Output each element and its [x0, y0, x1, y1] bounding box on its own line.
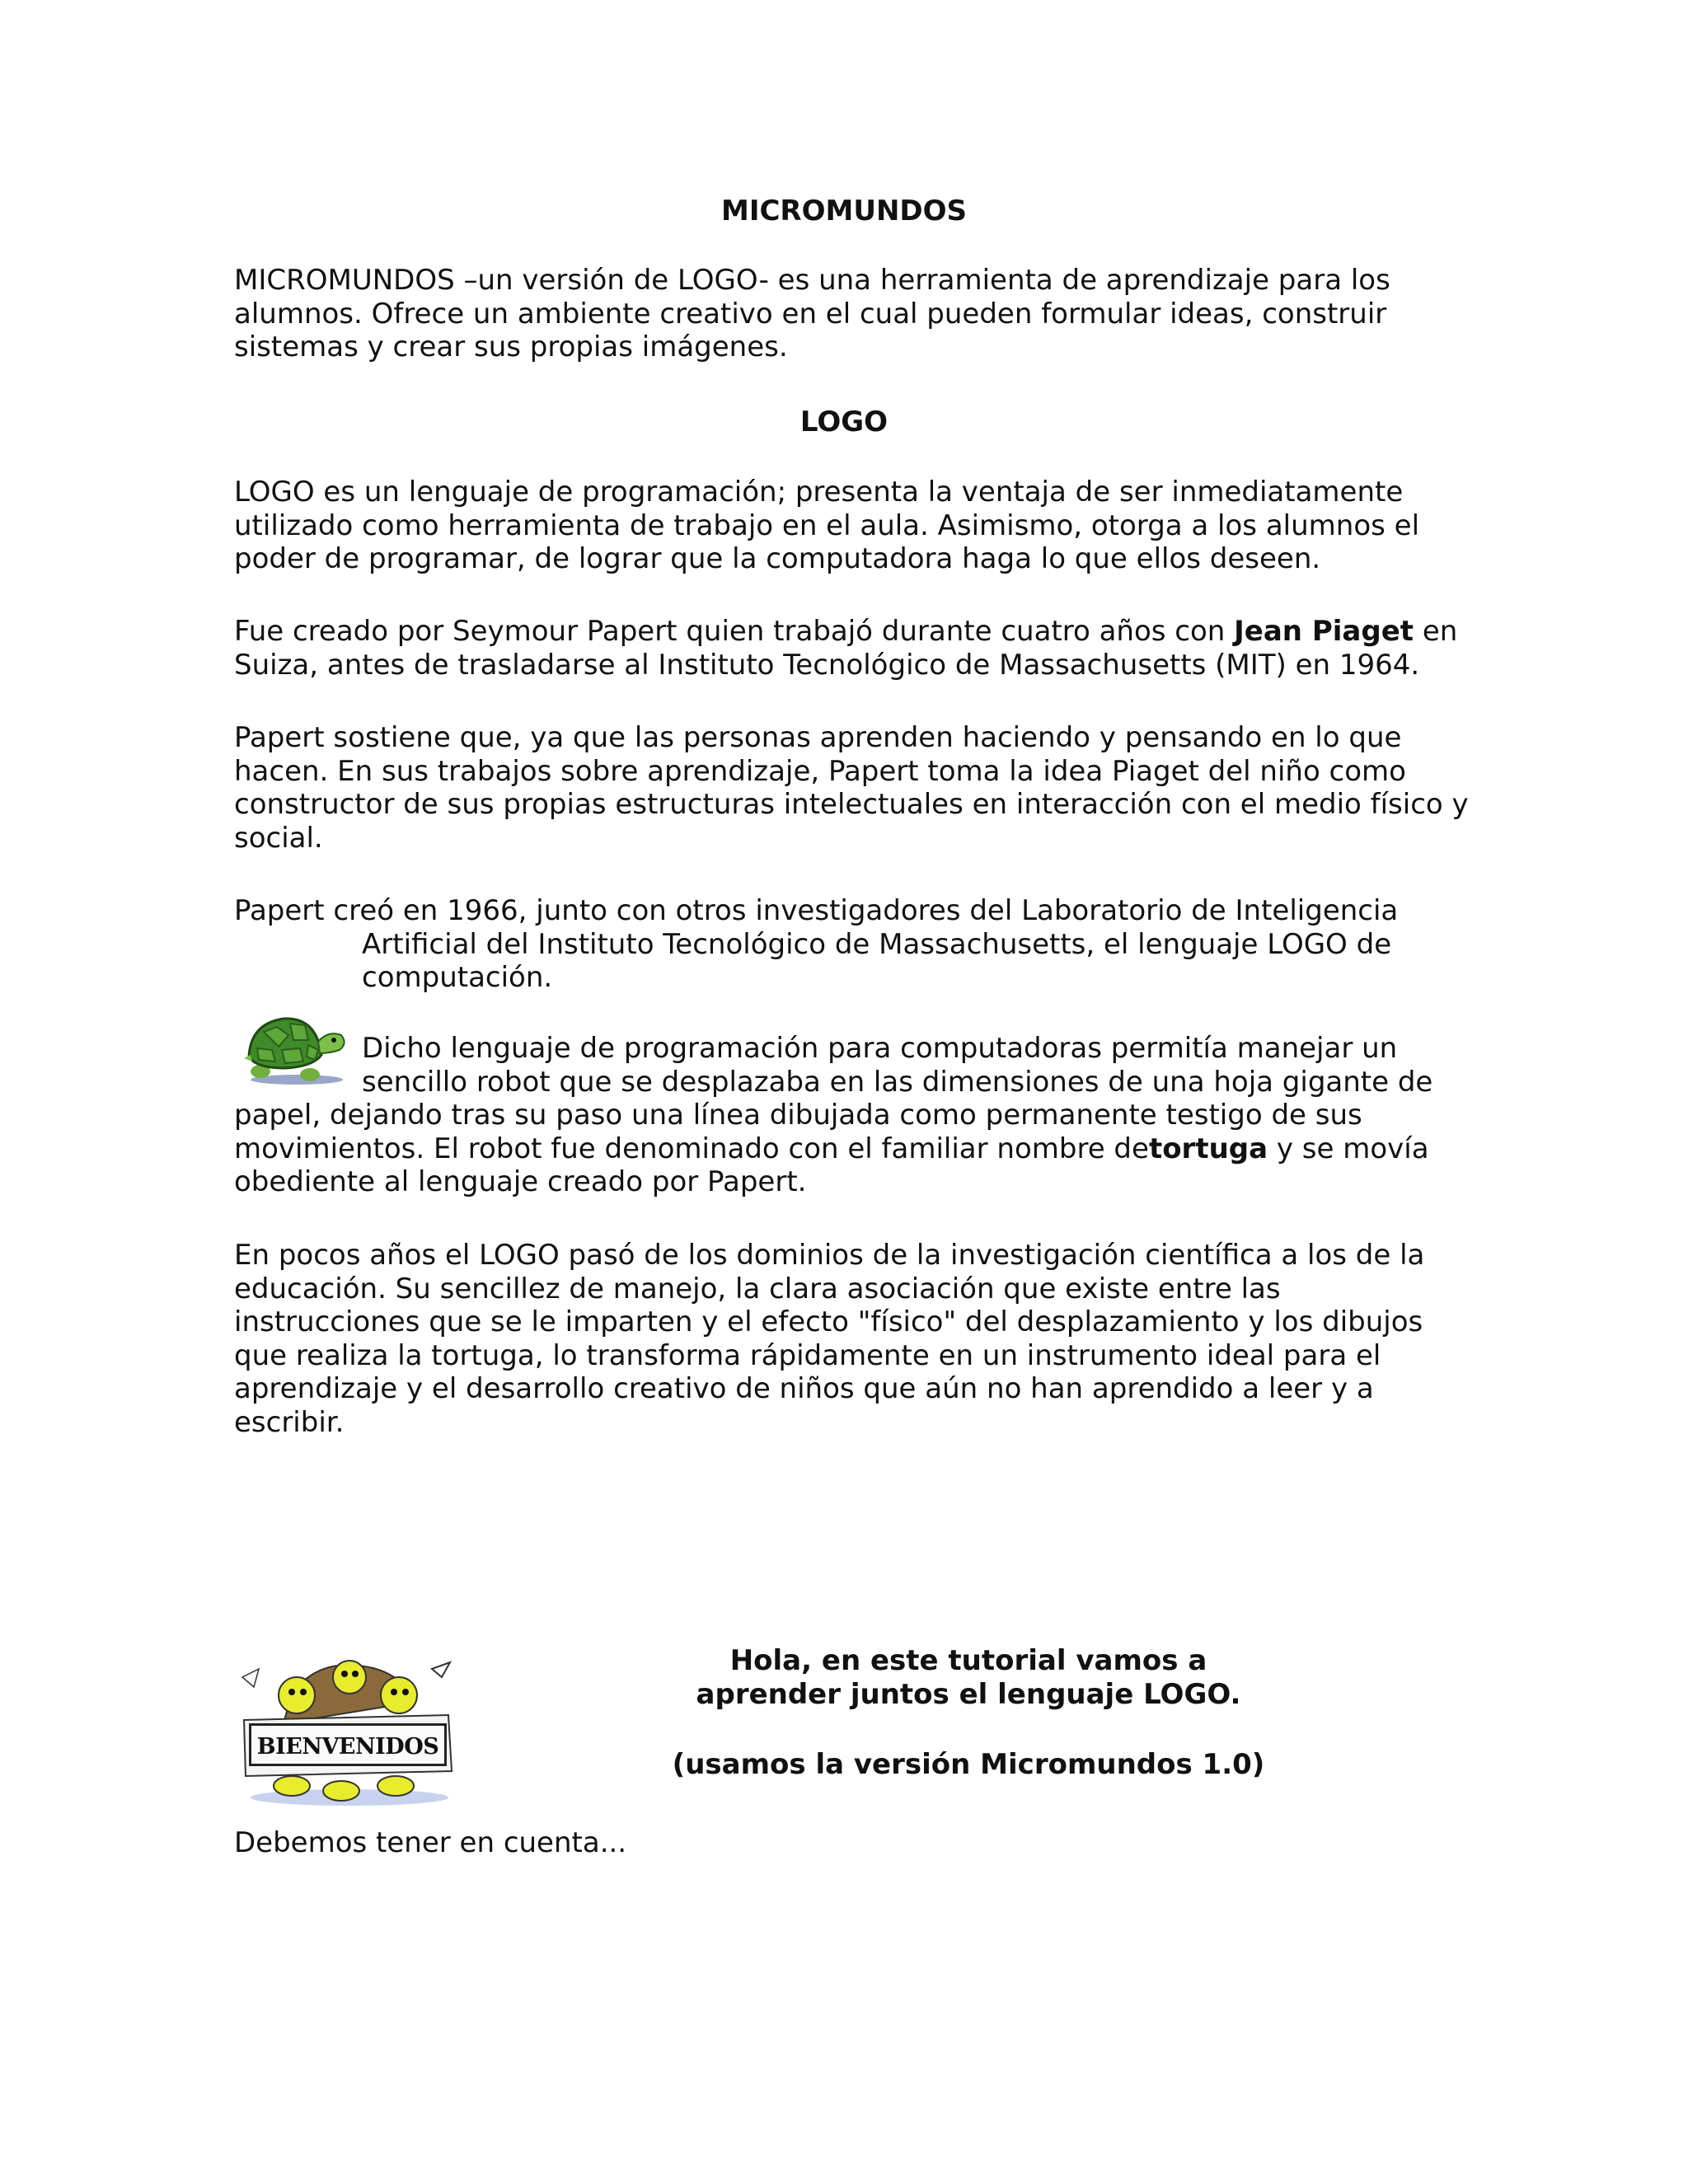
- pocos-line: educación. Su sencillez de manejo, la clara asociación que existe entre las: [234, 1272, 1281, 1305]
- logo-line: poder de programar, de lograr que la computadora haga lo que ellos deseen.: [234, 542, 1321, 576]
- sostiene-paragraph: [234, 721, 1470, 855]
- creo-paragraph: [234, 894, 1470, 995]
- creo-line: computación.: [362, 961, 553, 995]
- papert-text: Fue creado por Seymour Papert quien trabajó durante cuatro años con: [234, 615, 1235, 648]
- pocos-line: escribir.: [234, 1405, 345, 1439]
- dicho-line: Dicho lenguaje de programación para computadoras permitía manejar un: [362, 1032, 1398, 1065]
- document-title: MICROMUNDOS: [720, 194, 968, 227]
- welcome-line: aprender juntos el lenguaje LOGO.: [696, 1677, 1241, 1711]
- sostiene-line: hacen. En sus trabajos sobre aprendizaje, Papert toma la idea Piaget del niño como: [234, 754, 1406, 788]
- intro-line: alumnos. Ofrece un ambiente creativo en el cual pueden formular ideas, construir: [234, 297, 1387, 330]
- logo-line: utilizado como herramienta de trabajo en el aula. Asimismo, otorga a los alumnos el: [234, 509, 1420, 542]
- sostiene-line: Papert sostiene que, ya que las personas aprenden haciendo y pensando en lo que: [234, 721, 1402, 754]
- tortuga-word: tortuga: [1148, 1132, 1268, 1165]
- papert-text: en: [1414, 615, 1458, 648]
- pocos-line: aprendizaje y el desarrollo creativo de niños que aún no han aprendido a leer y a: [234, 1372, 1374, 1406]
- intro-paragraph: [234, 264, 1470, 364]
- welcome-turtles-icon: [234, 1644, 470, 1809]
- papert-line: [234, 615, 1470, 649]
- sostiene-line: social.: [234, 821, 323, 855]
- section-heading-logo: LOGO: [799, 405, 889, 438]
- intro-line: sistemas y crear sus propias imágenes.: [234, 330, 788, 364]
- closing-text: Debemos tener en cuenta...: [234, 1826, 627, 1859]
- dicho-text: movimientos. El robot fue denominado con el familiar nombre de: [234, 1132, 1149, 1165]
- version-note: (usamos la versión Micromundos 1.0): [672, 1748, 1265, 1781]
- welcome-sign: BIENVENIDOS: [249, 1723, 447, 1766]
- dicho-line: [234, 1132, 1470, 1166]
- pocos-line: que realiza la tortuga, lo transforma rápidamente en un instrumento ideal para el: [234, 1338, 1381, 1372]
- dicho-paragraph: [234, 1032, 1470, 1199]
- pocos-paragraph: [234, 1239, 1470, 1440]
- dicho-line: papel, dejando tras su paso una línea dibujada como permanente testigo de sus: [234, 1099, 1362, 1132]
- papert-line: Suiza, antes de trasladarse al Instituto Tecnológico de Massachusetts (MIT) en 1964.: [234, 648, 1420, 682]
- intro-line: MICROMUNDOS –un versión de LOGO- es una herramienta de aprendizaje para los: [234, 264, 1390, 297]
- creo-line: Papert creó en 1966, junto con otros investigadores del Laboratorio de Inteligencia: [234, 894, 1399, 927]
- papert-paragraph: [234, 615, 1470, 682]
- pocos-line: instrucciones que se le imparten y el efecto "físico" del desplazamiento y los dibujos: [234, 1305, 1423, 1339]
- logo-paragraph: [234, 476, 1470, 576]
- creo-line: Artificial del Instituto Tecnológico de Massachusetts, el lenguaje LOGO de: [362, 927, 1392, 961]
- dicho-text: y se movía: [1268, 1132, 1429, 1165]
- pocos-line: En pocos años el LOGO pasó de los dominios de la investigación científica a los de la: [234, 1239, 1425, 1272]
- piaget-name: Jean Piaget: [1234, 615, 1414, 648]
- dicho-line: obediente al lenguaje creado por Papert.: [234, 1165, 807, 1199]
- sostiene-line: constructor de sus propias estructuras intelectuales en interacción con el medio físico y: [234, 788, 1469, 822]
- logo-line: LOGO es un lenguaje de programación; presenta la ventaja de ser inmediatamente: [234, 476, 1404, 509]
- welcome-line: Hola, en este tutorial vamos a: [729, 1644, 1207, 1677]
- welcome-message: [577, 1644, 1360, 1711]
- dicho-line: sencillo robot que se desplazaba en las dimensiones de una hoja gigante de: [362, 1065, 1433, 1099]
